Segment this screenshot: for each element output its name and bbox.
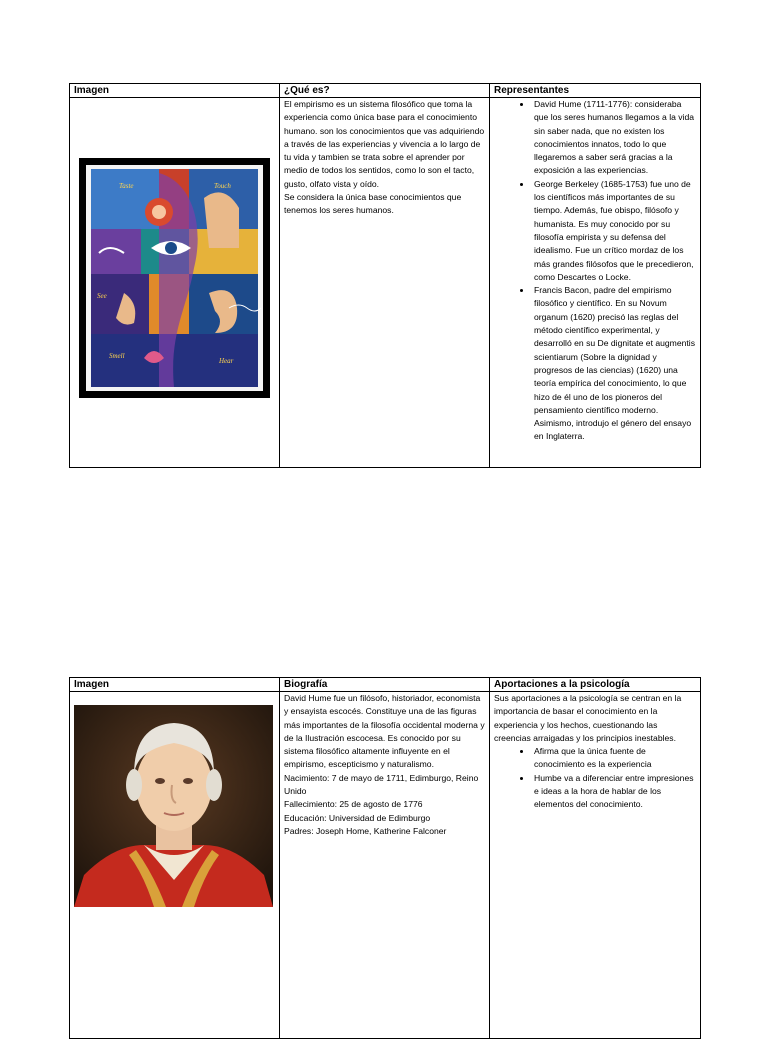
header-representantes: Representantes (490, 84, 701, 98)
art-label-smell: Smell (109, 352, 125, 360)
hume-table (69, 677, 701, 1039)
que-es-cell (280, 98, 490, 468)
list-item: • David Hume (1711-1776): consideraba que los seres humanos llegamos a la vida sin saber nada, que no existen los conocimientos innatos, todo lo que llegaremos a saber será gracias a la exposición a las experiencias. (532, 98, 696, 178)
list-item: • Francis Bacon, padre del empirismo filosófico y científico. En su Novum organum (1620) precisó las reglas del método científico experimental, y desarrolló en su De dignitate et augmentis scientiarum (Sobre la dignidad y progresos de las ciencias) (1620) una teoría empírica del conocimiento, lo que hizo de él uno de los pioneros del pensamiento científico moderno. Asimismo, introdujo el género del ensayo en Inglaterra. (532, 284, 696, 444)
list-item: • Humbe va a diferenciar entre impresiones e ideas a la hora de hablar de los elementos del conocimiento. (532, 772, 696, 812)
que-es-paragraph: Se considera la única base conocimientos que tenemos los seres humanos. (284, 192, 462, 216)
list-item: • George Berkeley (1685-1753) fue uno de los científicos más importantes de su tiempo. Además, fue obispo, filósofo y humanista. Es muy conocido por su filosofía empirista y su defensa del idealismo. Fue un crítico mordaz de los más grandes filósofos que le precedieron, como Descartes o Locke. (532, 178, 696, 284)
header-imagen: Imagen (70, 84, 280, 98)
aportaciones-intro: Sus aportaciones a la psicología se centran en la importancia de basar el conocimiento en la experiencia y los hechos, cuestionando las creencias arraigadas y los principios inestables. (494, 693, 682, 743)
aportaciones-cell (490, 692, 701, 1039)
header-biografia: Biografía (280, 678, 490, 692)
representantes-list (494, 98, 696, 444)
header-aportaciones: Aportaciones a la psicología (490, 678, 701, 692)
biografia-padres: Padres: Joseph Home, Katherine Falconer (284, 825, 447, 836)
art-label-hear: Hear (219, 357, 234, 365)
art-label-see: See (97, 292, 107, 300)
empirismo-table (69, 83, 701, 468)
que-es-paragraph: El empirismo es un sistema filosófico que toma la experiencia como única base para el conocimiento humano. son los conocimientos que vas adquiriendo a través de las experiencias y vivencia a lo largo de tu vida y tambien se trata sobre el aprender por medio de todos los sentidos, como lo son el tacto, gusto, olfato vista y oído. (284, 99, 485, 189)
david-hume-portrait (74, 705, 273, 907)
art-label-taste: Taste (119, 182, 134, 190)
art-label-touch: Touch (214, 182, 231, 190)
header-imagen: Imagen (70, 678, 280, 692)
biografia-cell (280, 692, 490, 1039)
list-item: • Afirma que la única fuente de conocimiento es la experiencia (532, 745, 696, 772)
biografia-fallecimiento: Fallecimiento: 25 de agosto de 1776 (284, 799, 423, 810)
imagen-cell (70, 98, 280, 468)
five-senses-artwork (79, 158, 270, 398)
biografia-paragraph: David Hume fue un filósofo, historiador, economista y ensayista escocés. Constituye una de las figuras más importantes de la filosofía occidental moderna y de la Ilustración escocesa. Es conocido por su sistema filosófico altamente influyente en el empirismo, escepticismo y naturalismo. (284, 693, 485, 770)
biografia-nacimiento: Nacimiento: 7 de mayo de 1711, Edimburgo, Reino Unido (284, 772, 479, 797)
representantes-cell (490, 98, 701, 468)
aportaciones-list (494, 745, 696, 811)
biografia-educacion: Educación: Universidad de Edimburgo (284, 812, 431, 823)
header-que-es: ¿Qué es? (280, 84, 490, 98)
imagen-cell (70, 692, 280, 1039)
